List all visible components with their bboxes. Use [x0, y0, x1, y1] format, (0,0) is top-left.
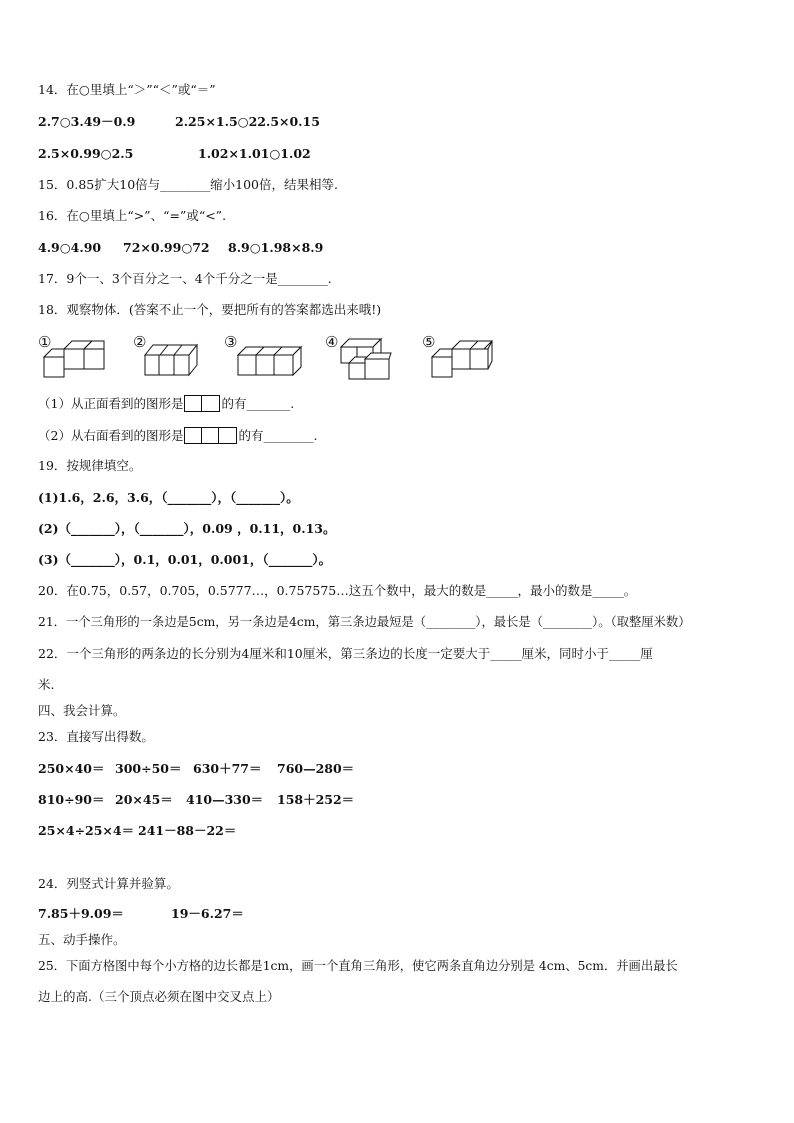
- q19-line2: (2)（_______），（_______），0.09 ，0.11，0.13。: [38, 521, 336, 536]
- q23-r1-c4: 760—280＝: [277, 761, 355, 776]
- q19-line1: (1)1.6，2.6，3.6，（_______），（_______）。: [38, 490, 299, 505]
- q23-r3-c2: 241－88－22＝: [138, 823, 237, 838]
- q19-line3: (3)（_______），0.1，0.01，0.001，（_______）。: [38, 552, 332, 567]
- q22-text: 22．一个三角形的两条边的长分别为4厘米和10厘米，第三条边的长度一定要大于_____厘米，同时小于_____厘: [38, 646, 653, 661]
- q14-row1-b: 2.25×1.5○22.5×0.15: [175, 114, 320, 129]
- q23-r2-c3: 410—330＝: [186, 792, 264, 807]
- cube-figure-4: [325, 333, 395, 381]
- q24-item-2: 19－6.27＝: [171, 906, 244, 921]
- cube-figure-2: [133, 333, 199, 381]
- q23-r2-c4: 158＋252＝: [277, 792, 355, 807]
- q16-item-3: 8.9○1.98×8.9: [228, 240, 324, 255]
- q23-r1-c2: 300÷50＝: [115, 761, 182, 776]
- two-square-front-view: [184, 395, 220, 412]
- q14-row2-b: 1.02×1.01○1.02: [198, 146, 311, 161]
- q23-r2-c2: 20×45＝: [115, 792, 173, 807]
- section-4-heading: 四、我会计算。: [38, 703, 126, 718]
- q21-text: 21．一个三角形的一条边是5cm，另一条边是4cm，第三条边最短是（________），最长是（________）。（取整厘米数）: [38, 615, 691, 629]
- q18-title: 18．观察物体．(答案不止一个，要把所有的答案都选出来哦!): [38, 302, 382, 317]
- q24-item-1: 7.85＋9.09＝: [38, 906, 124, 921]
- q16-item-1: 4.9○4.90: [38, 240, 102, 255]
- q18-sub2: [38, 427, 317, 444]
- q20-text: 20．在0.75，0.57，0.705，0.5777…，0.757575…这五个数中，最大的数是_____，最小的数是_____。: [38, 583, 637, 598]
- q18-figure-3: [224, 333, 304, 381]
- three-square-right-view: [184, 427, 237, 444]
- q18-sub1: [38, 395, 294, 412]
- q23-title: 23．直接写出得数。: [38, 729, 154, 744]
- q18-sub1-pre: （1）从正面看到的图形是: [38, 396, 184, 411]
- q24-title: 24．列竖式计算并验算。: [38, 876, 179, 891]
- cube-figure-3: [224, 333, 304, 381]
- q19-title: 19．按规律填空。: [38, 458, 142, 473]
- q18-figure-5: [422, 333, 496, 381]
- q25-line2: 边上的高.（三个顶点必须在图中交叉点上）: [38, 989, 280, 1004]
- q23-r1-c3: 630＋77＝: [193, 761, 262, 776]
- q18-figure-1: [38, 333, 108, 381]
- q14-row2-a: 2.5×0.99○2.5: [38, 146, 134, 161]
- q18-sub2-post: 的有________.: [238, 428, 318, 443]
- figure-label: ③: [224, 333, 238, 351]
- figure-label: ④: [325, 333, 339, 351]
- q14-title: 14．在○里填上“＞”“＜”或“＝”: [38, 82, 216, 97]
- q22-cont: 米.: [38, 677, 55, 692]
- q18-sub1-post: 的有_______.: [221, 396, 295, 411]
- q16-item-2: 72×0.99○72: [123, 240, 210, 255]
- q18-figure-4: [325, 333, 395, 381]
- q23-r1-c1: 250×40＝: [38, 761, 105, 776]
- figure-label: ⑤: [422, 333, 436, 351]
- q16-title: 16．在○里填上“>”、“=”或“<”.: [38, 208, 227, 223]
- q25-line1: 25．下面方格图中每个小方格的边长都是1cm，画一个直角三角形，使它两条直角边分别是 4cm、5cm．并画出最长: [38, 959, 678, 973]
- q18-figure-2: [133, 333, 199, 381]
- q23-r3-c1: 25×4÷25×4＝: [38, 823, 135, 838]
- q14-row1-a: 2.7○3.49－0.9: [38, 114, 136, 129]
- q23-r2-c1: 810÷90＝: [38, 792, 105, 807]
- cube-figure-1: [38, 333, 108, 381]
- figure-label: ①: [38, 333, 52, 351]
- q17-text: 17．9个一、3个百分之一、4个千分之一是________.: [38, 271, 332, 286]
- cube-figure-5: [422, 333, 496, 381]
- section-5-heading: 五、动手操作。: [38, 932, 126, 947]
- q15-text: 15．0.85扩大10倍与________缩小100倍，结果相等.: [38, 177, 338, 192]
- q18-sub2-pre: （2）从右面看到的图形是: [38, 428, 184, 443]
- figure-label: ②: [133, 333, 147, 351]
